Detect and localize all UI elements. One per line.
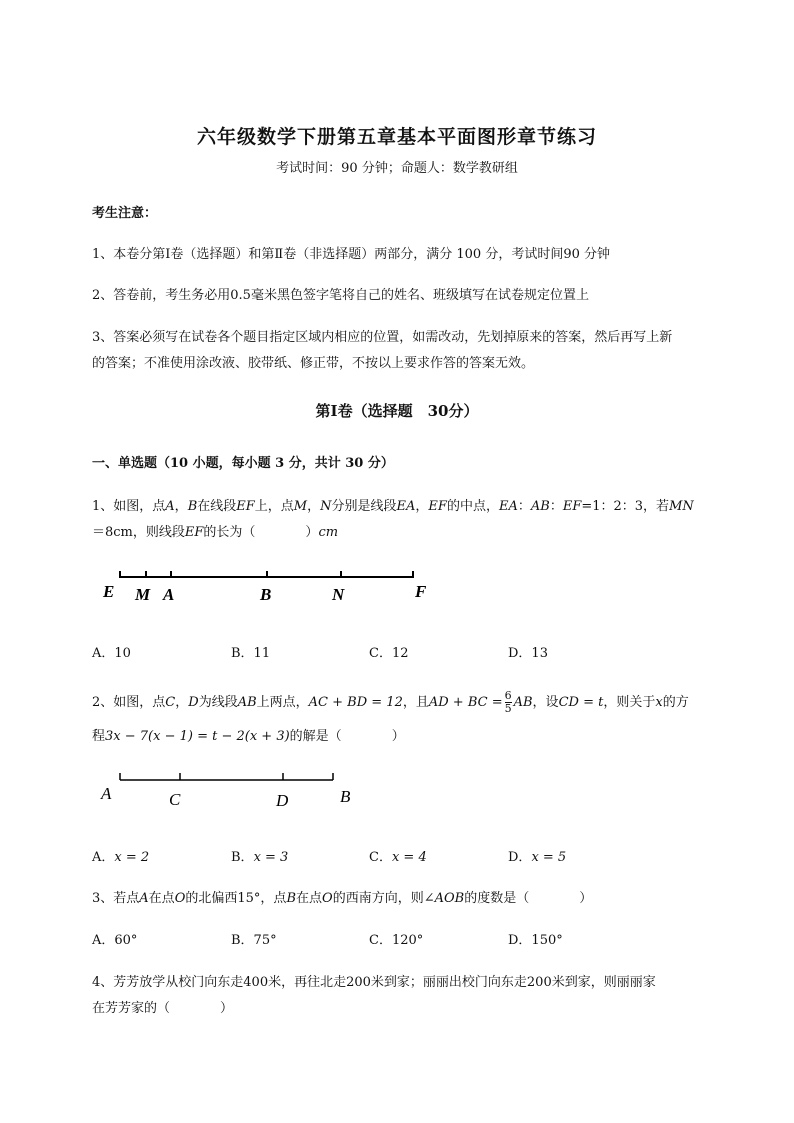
q3-text: 3、若点A在点O的北偏西15°，点B在点O的西南方向，则∠AOB的度数是（ ） [92, 891, 593, 906]
q3-option-d[interactable]: D．150° [508, 933, 563, 948]
label-B: B [260, 585, 272, 604]
q1-option-d[interactable]: D．13 [508, 646, 548, 661]
part-heading: 一、单选题（10 小题，每小题 3 分，共计 30 分） [92, 456, 394, 471]
label-F: F [415, 582, 427, 601]
q2-segment-figure [95, 768, 365, 813]
section-title: 第Ⅰ卷（选择题 30分） [315, 402, 479, 420]
q2-line-1: 2、如图，点C，D为线段AB上两点，AC + BD = 12，且AD + BC = $\frac{6}{5}$ AB，设CD = t，则关于x的方 [92, 689, 689, 715]
q2-option-b[interactable]: B．x = 3 [231, 850, 289, 865]
q3-option-c[interactable]: C．120° [369, 933, 424, 948]
exam-subtitle: 考试时间：90 分钟；命题人：数学教研组 [276, 161, 518, 176]
exam-title: 六年级数学下册第五章基本平面图形章节练习 [196, 126, 597, 148]
q3-option-b[interactable]: B．75° [231, 933, 277, 948]
q3-option-a[interactable]: A．60° [92, 933, 138, 948]
fraction-6-5: $\frac{6}{5}$ [504, 689, 512, 715]
q2-option-a[interactable]: A．x = 2 [92, 850, 150, 865]
note-item-3-line-1: 3、答案必须写在试卷各个题目指定区域内相应的位置，如需改动，先划掉原来的答案，然后再写上新 [92, 330, 673, 345]
q1-segment-figure [95, 565, 445, 610]
q4-line-2: 在芳芳家的（ ） [92, 1001, 234, 1016]
label-A: A [163, 585, 175, 604]
note-item-1: 1、本卷分第Ⅰ卷（选择题）和第Ⅱ卷（非选择题）两部分，满分 100 分，考试时间90 分钟 [92, 247, 610, 262]
q1-option-a[interactable]: A．10 [92, 646, 131, 661]
q1-option-c[interactable]: C．12 [369, 646, 409, 661]
label-N: N [332, 585, 345, 604]
q1-option-b[interactable]: B．11 [231, 646, 271, 661]
label-M: M [135, 585, 151, 604]
q1-line-2: ＝8cm，则线段EF的长为（ ）cm [92, 525, 339, 540]
label-E: E [103, 582, 115, 601]
notes-heading: 考生注意： [92, 206, 158, 221]
q2-line-2: 程3x − 7(x − 1) = t − 2(x + 3)的解是（ ） [92, 729, 405, 744]
note-item-2: 2、答卷前，考生务必用0.5毫米黑色签字笔将自己的姓名、班级填写在试卷规定位置上 [92, 288, 589, 303]
note-item-3-line-2: 的答案；不准使用涂改液、胶带纸、修正带，不按以上要求作答的答案无效。 [92, 356, 535, 371]
q4-line-1: 4、芳芳放学从校门向东走400米，再往北走200米到家；丽丽出校门向东走200米到家，则丽丽家 [92, 975, 656, 990]
q2-option-d[interactable]: D．x = 5 [508, 850, 567, 865]
q1-line-1: 1、如图，点A，B在线段EF上，点M，N分别是线段EA，EF的中点，EA：AB：EF=1：2：3，若MN [92, 499, 694, 514]
q2-option-c[interactable]: C．x = 4 [369, 850, 427, 865]
label-D: D [276, 791, 289, 810]
label-C: C [169, 790, 181, 809]
label-A: A [101, 784, 112, 803]
label-B: B [340, 787, 351, 806]
